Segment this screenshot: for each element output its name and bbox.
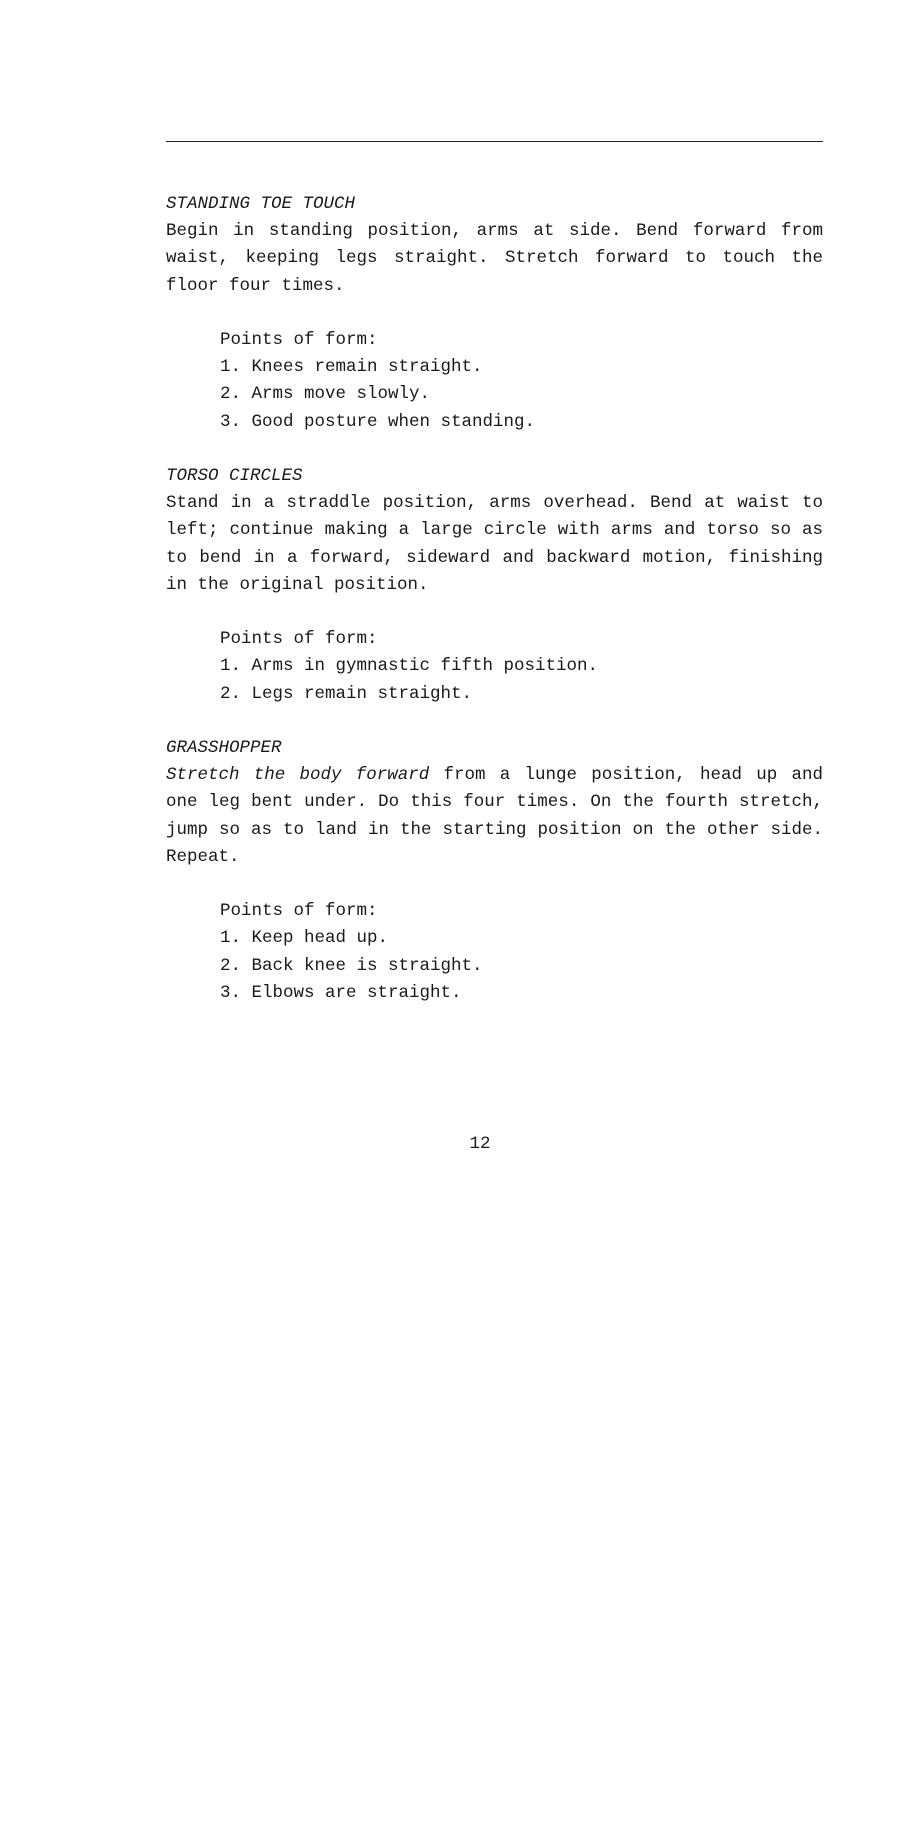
section-body bbox=[166, 218, 823, 300]
section-body-text: from a lunge position, head up and one leg bent under. Do this four times. On the fourth stretch, jump so as to land in the starting position on the other side. Repeat. bbox=[166, 765, 823, 867]
points-of-form bbox=[220, 898, 823, 1007]
top-rule bbox=[166, 141, 823, 142]
section-body bbox=[166, 762, 823, 871]
section-body-text: Stand in a straddle position, arms overhead. Bend at waist to left; continue making a large circle with arms and torso so as to bend in a forward, sideward and backward motion, finishing in the original position. bbox=[166, 493, 823, 595]
section-body-italic: Stretch the body forward bbox=[166, 765, 430, 786]
form-point: 3. Elbows are straight. bbox=[220, 982, 462, 1003]
page-content bbox=[166, 191, 823, 1034]
section-title: STANDING TOE TOUCH bbox=[166, 194, 356, 214]
section-body-text: Begin in standing position, arms at side. Bend forward from waist, keeping legs straight. Stretch forward to touch the floor four times. bbox=[166, 221, 823, 296]
section-standing-toe-touch bbox=[166, 191, 823, 436]
section-grasshopper bbox=[166, 735, 823, 1007]
section-torso-circles bbox=[166, 463, 823, 708]
points-of-form bbox=[220, 327, 823, 436]
form-point: 3. Good posture when standing. bbox=[220, 411, 536, 432]
points-of-form-label: Points of form: bbox=[220, 901, 378, 922]
form-point: 1. Knees remain straight. bbox=[220, 357, 483, 378]
section-title: TORSO CIRCLES bbox=[166, 466, 303, 486]
points-of-form-label: Points of form: bbox=[220, 330, 378, 350]
form-point: 1. Keep head up. bbox=[220, 928, 389, 949]
form-point: 1. Arms in gymnastic fifth position. bbox=[220, 656, 599, 677]
points-of-form-label: Points of form: bbox=[220, 629, 378, 650]
section-body bbox=[166, 490, 823, 599]
form-point: 2. Legs remain straight. bbox=[220, 683, 473, 704]
form-point: 2. Back knee is straight. bbox=[220, 955, 483, 976]
points-of-form bbox=[220, 626, 823, 708]
section-title: GRASSHOPPER bbox=[166, 738, 282, 758]
page-number: 12 bbox=[469, 1134, 491, 1154]
form-point: 2. Arms move slowly. bbox=[220, 384, 431, 405]
